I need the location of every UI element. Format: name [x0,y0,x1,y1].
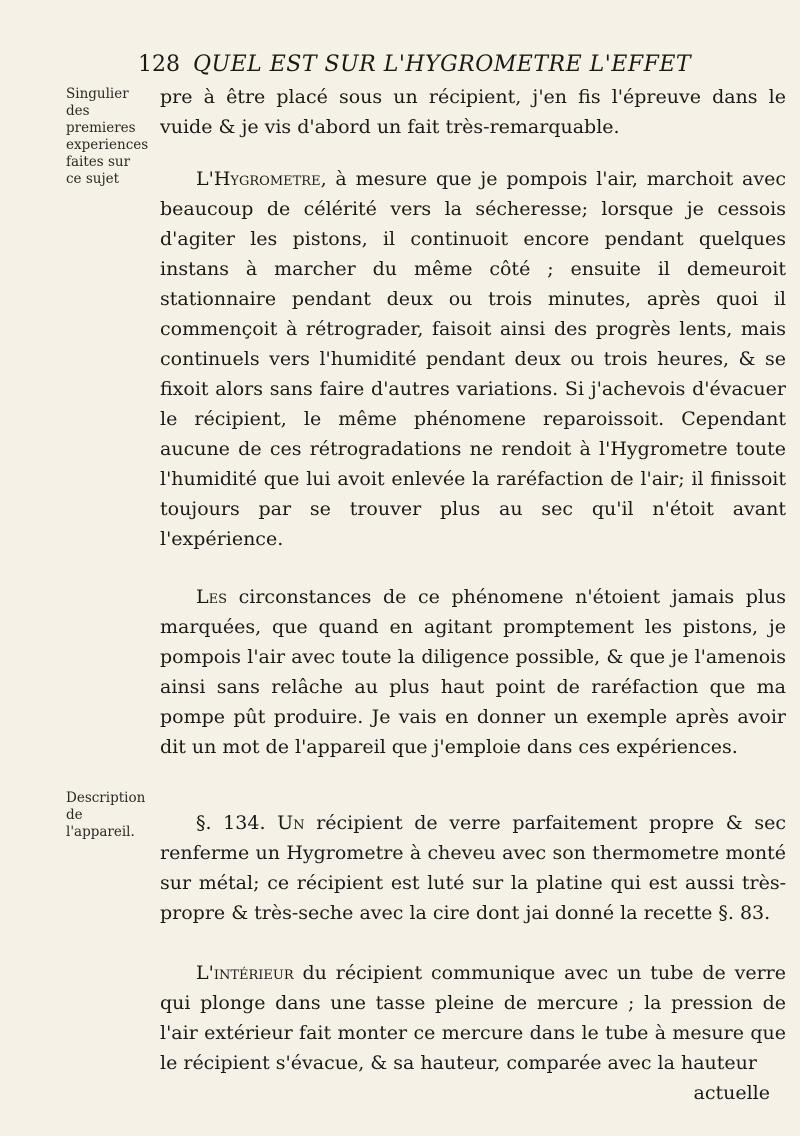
running-head [138,50,778,80]
catchword: actuelle [693,1082,770,1104]
paragraph-3-text: circonstances de ce phénomene n'étoient jamais plus marquées, que quand en agitant promptement les pistons, je pompois l'air avec toute la diligence possible, & que je l'amenois ainsi sans relâche au plus haut point de raréfaction que ma pompe pût produire. Je vais en donner un exemple après avoir dit un mot de l'appareil que j'emploie dans ces expériences. [160,586,786,758]
paragraph-1: pre à être placé sous un récipient, j'en fis l'épreuve dans le vuide & je vis d'abord un fait très-remarquable. [160,86,786,138]
paragraph-2-text: , à mesure que je pompois l'air, marchoit avec beaucoup de célérité vers la sécheresse; lorsque je cessois d'agiter les pistons, il continuoit encore pendant quelques instans à marcher du même côté ; ensuite il demeuroit stationnaire pendant deux ou trois minutes, après quoi il commençoit à rétrograder, faisoit ainsi des progrès lents, mais continuels vers l'humidité pendant deux ou trois heures, & se fixoit alors sans faire d'autres variations. Si j'achevois d'évacuer le récipient, le même phénomene reparoissoit. Cependant aucune de ces rétrogradations ne rendoit à l'Hygrometre toute l'humidité que lui avoit enlevée la raréfaction de l'air; il finissoit toujours par se trouver plus au sec qu'il n'étoit avant l'expérience. [160,168,786,550]
paragraph-4-text: récipient de verre parfaitement propre & sec renferme un Hygrometre à cheveu avec son thermometre monté sur métal; ce récipient est luté sur la platine qui est aussi très-propre & très-seche avec la cire dont jai donné la recette §. 83. [160,812,787,924]
margin-note-experiences: Singulier des premieres experiences faites sur ce sujet [66,86,149,187]
page-number: 128 [138,52,180,77]
body-text [160,82,786,1108]
section-number: §. 134. [196,812,266,834]
paragraph-5-lead: L'intérieur [196,962,294,984]
paragraph-4 [160,808,786,928]
paragraph-3-lead: Les [196,586,228,608]
margin-note-description: Description de l'appareil. [66,790,146,840]
paragraph-5 [160,958,786,1078]
paragraph-5-text: du récipient communique avec un tube de verre qui plonge dans une tasse pleine de mercure ; la pression de l'air extérieur fait monter ce mercure dans le tube à mesure que le récipient s'évacue, & sa hauteur, comparée avec la hauteur [160,962,786,1074]
paragraph-2-lead: L'Hygrometre [196,168,321,190]
running-title: QUEL EST SUR L'HYGROMETRE L'EFFET [193,52,692,77]
paragraph-4-lead: Un [277,812,305,834]
paragraph-2 [160,164,786,554]
paragraph-3 [160,582,786,762]
